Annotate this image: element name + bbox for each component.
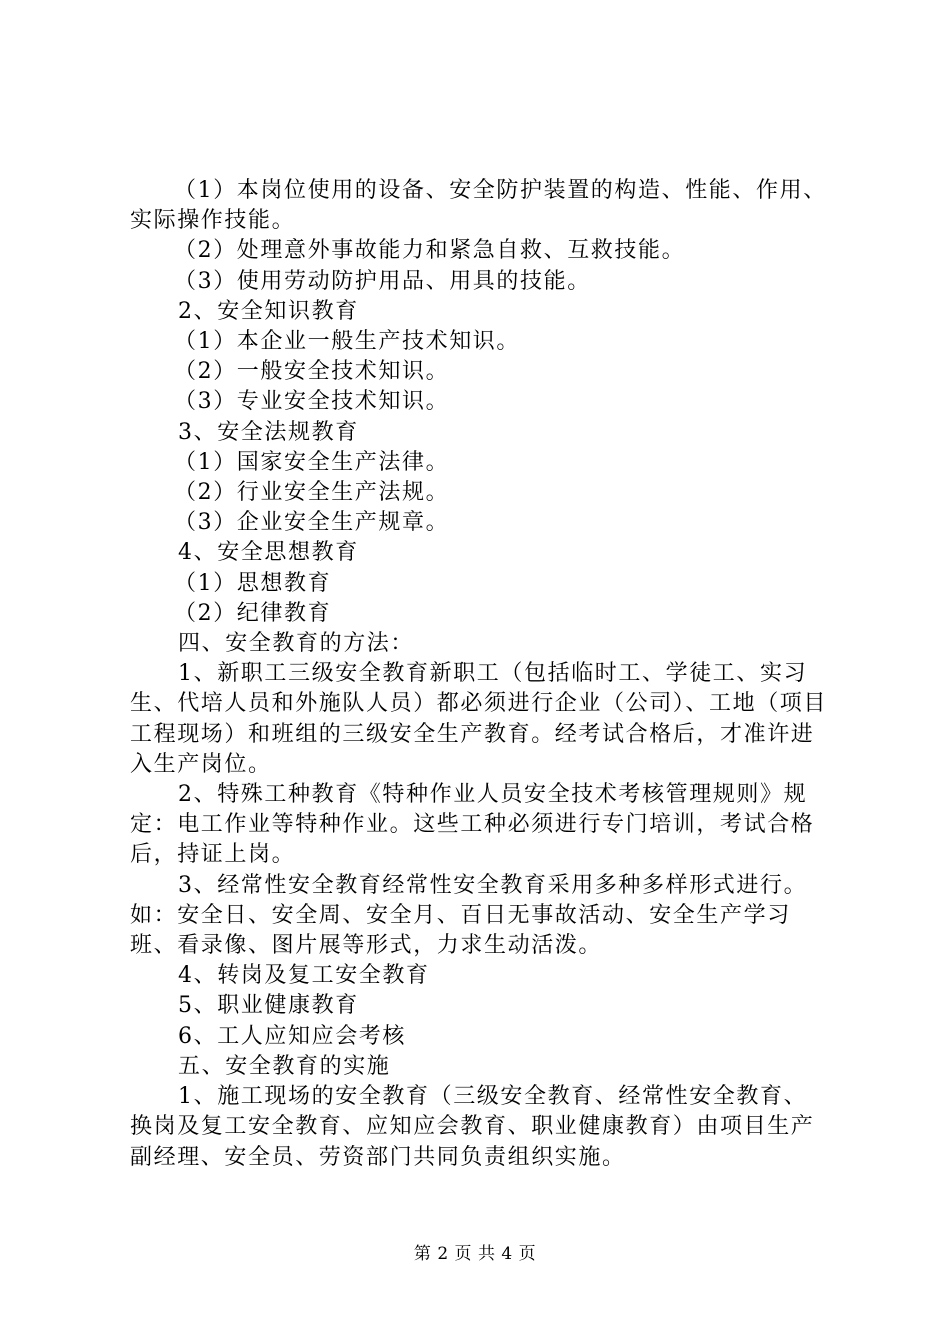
section-heading: 3、安全法规教育: [178, 419, 359, 445]
paragraph: （1）本企业一般生产技术知识。: [174, 329, 520, 355]
paragraph: （2）行业安全生产法规。: [174, 480, 450, 506]
section-heading: 四、安全教育的方法：: [178, 631, 415, 657]
paragraph: 1、施工现场的安全教育（三级安全教育、经常性安全教育、换岗及复工安全教育、应知应会教育、职业健康教育）由项目生产副经理、安全员、劳资部门共同负责组织实施。: [130, 1084, 815, 1170]
paragraph: 3、经常性安全教育经常性安全教育采用多种多样形式进行。如：安全日、安全周、安全月、百日无事故活动、安全生产学习班、看录像、图片展等形式，力求生动活泼。: [130, 872, 808, 959]
paragraph: 4、转岗及复工安全教育: [178, 963, 430, 989]
paragraph: 1、新职工三级安全教育新职工（包括临时工、学徒工、实习生、代培人员和外施队人员）都必须进行企业（公司）、工地（项目工程现场）和班组的三级安全生产教育。经考试合格后，才准许进入生产岗位。: [130, 661, 828, 777]
paragraph: （2）处理意外事故能力和紧急自救、互救技能。: [174, 238, 686, 264]
section-heading: 五、安全教育的实施: [178, 1053, 391, 1079]
paragraph: （1）国家安全生产法律。: [174, 449, 450, 475]
paragraph: （2）一般安全技术知识。: [174, 359, 450, 385]
paragraph: （3）使用劳动防护用品、用具的技能。: [174, 268, 591, 294]
page-number-footer: 第 2 页 共 4 页: [413, 1244, 537, 1264]
paragraph: 5、职业健康教育: [178, 993, 359, 1019]
paragraph: （2）纪律教育: [174, 600, 332, 626]
paragraph: （1）本岗位使用的设备、安全防护装置的构造、性能、作用、实际操作技能。: [130, 178, 827, 234]
section-heading: 4、安全思想教育: [178, 540, 359, 566]
paragraph: （1）思想教育: [174, 570, 332, 596]
section-heading: 2、安全知识教育: [178, 298, 359, 324]
paragraph: （3）专业安全技术知识。: [174, 389, 450, 415]
document-body: [130, 176, 830, 1173]
paragraph: （3）企业安全生产规章。: [174, 510, 450, 536]
paragraph: 6、工人应知应会考核: [178, 1023, 406, 1049]
paragraph: 2、特殊工种教育《特种作业人员安全技术考核管理规则》规定：电工作业等特种作业。这些工种必须进行专门培训，考试合格后，持证上岗。: [130, 782, 815, 868]
